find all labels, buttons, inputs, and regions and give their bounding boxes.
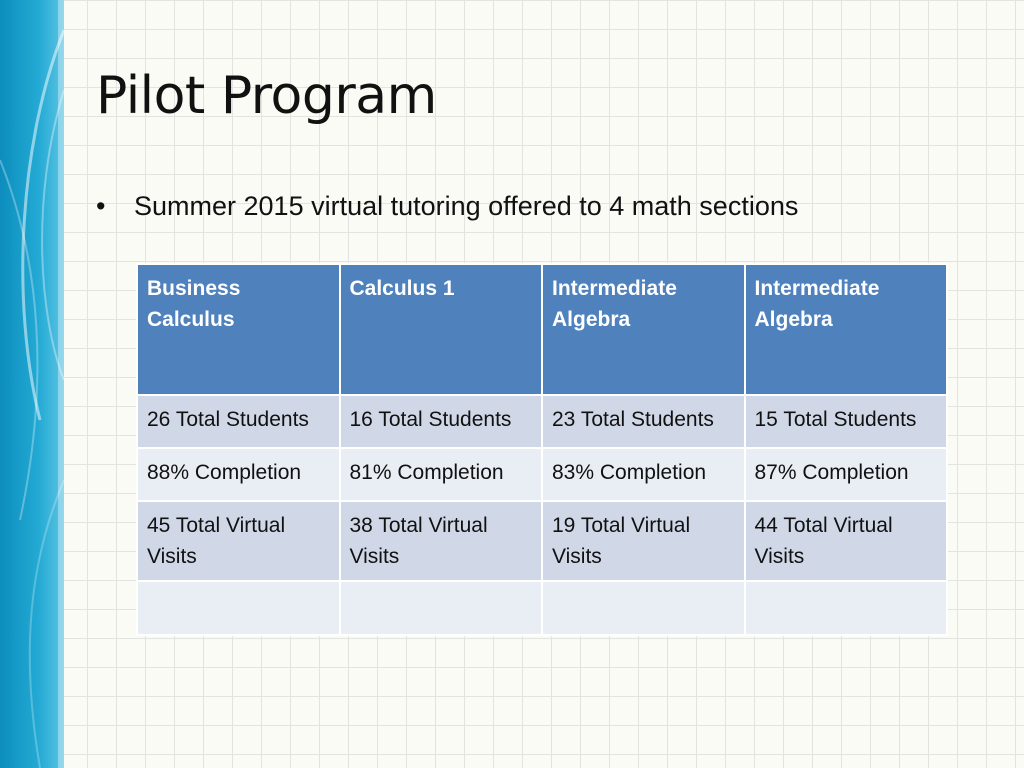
- table-cell: 44 Total Virtual Visits: [745, 501, 948, 581]
- table-cell: 81% Completion: [340, 448, 543, 501]
- table-cell: 19 Total Virtual Visits: [542, 501, 745, 581]
- table-cell: [542, 581, 745, 635]
- table-cell: 15 Total Students: [745, 395, 948, 448]
- pilot-data-table: [136, 263, 948, 636]
- table-cell: [745, 581, 948, 635]
- table-cell: 38 Total Virtual Visits: [340, 501, 543, 581]
- table-row: [137, 501, 947, 581]
- table-header-row: [137, 264, 947, 395]
- column-header: Intermediate Algebra: [745, 264, 948, 395]
- table-cell: 83% Completion: [542, 448, 745, 501]
- table-cell: 87% Completion: [745, 448, 948, 501]
- table-cell: 45 Total Virtual Visits: [137, 501, 340, 581]
- table-cell: 23 Total Students: [542, 395, 745, 448]
- column-header: Calculus 1: [340, 264, 543, 395]
- column-header: Business Calculus: [137, 264, 340, 395]
- table-cell: [340, 581, 543, 635]
- decorative-side-band: [0, 0, 64, 768]
- column-header: Intermediate Algebra: [542, 264, 745, 395]
- bullet-point: [96, 191, 976, 222]
- table-row: [137, 395, 947, 448]
- table-cell: 88% Completion: [137, 448, 340, 501]
- table-cell: [137, 581, 340, 635]
- table-cell: 16 Total Students: [340, 395, 543, 448]
- table-row: [137, 581, 947, 635]
- bullet-icon: •: [96, 191, 106, 221]
- slide-title: Pilot Program: [96, 66, 437, 126]
- table-cell: 26 Total Students: [137, 395, 340, 448]
- bullet-text: Summer 2015 virtual tutoring offered to 4 math sections: [134, 191, 799, 221]
- table-row: [137, 448, 947, 501]
